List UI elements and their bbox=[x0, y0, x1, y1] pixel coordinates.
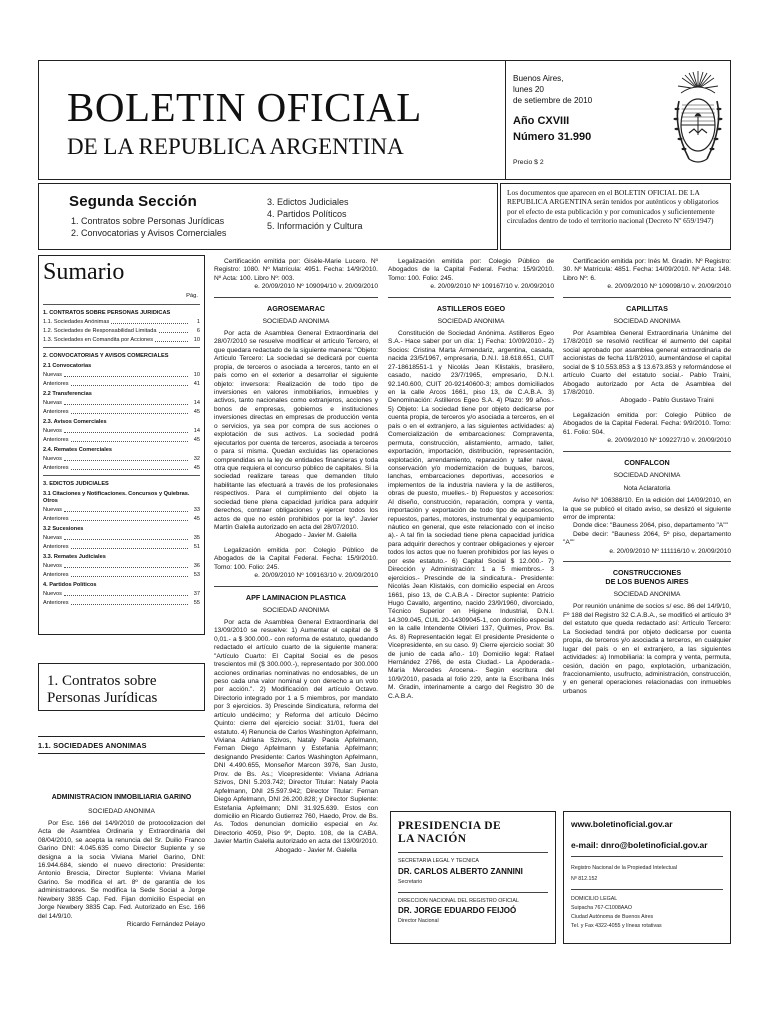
notice-body: Legalización emitida por: Colegio Público de Abogados de la Capital Federal. Fecha: 15/9/2010. Tomo: 100. Folio: 245. bbox=[388, 258, 554, 282]
issue-price: Precio $ 2 bbox=[513, 159, 544, 166]
toc-entry[interactable]: Nuevas 33 bbox=[43, 506, 200, 513]
newspaper-subtitle: DE LA REPUBLICA ARGENTINA bbox=[67, 134, 404, 159]
notice-subheading: SOCIEDAD ANONIMA bbox=[437, 317, 505, 325]
notice-subheading: SOCIEDAD ANONIMA bbox=[613, 317, 681, 325]
domicilio-address: Suipacha 767-C1008AAO bbox=[571, 904, 632, 911]
presidencia-title-line: LA NACIÓN bbox=[398, 833, 467, 846]
domicilio-label: DOMICILIO LEGAL bbox=[571, 896, 618, 902]
registro-label: Registro Nacional de la Propiedad Intelectual bbox=[571, 865, 678, 872]
divider bbox=[571, 889, 723, 890]
toc-entry[interactable]: 1.2. Sociedades de Responsabilidad Limitada 6 bbox=[43, 328, 200, 334]
section-item: 3. Edictos Judiciales bbox=[267, 197, 349, 207]
divider bbox=[571, 856, 723, 857]
notice-body: Por Asamblea General Extraordinaria Unánime del 17/8/2010 se resolvió rectificar el aumento del capital social aprobado por asamblea general extraordinaria de accionistas de fecha 11/8/2010, aumentándose el capital social de $ 10.553.853 a $ 13.673.853 y reformándose el artículo Cuarto del estatuto social.- Pablo Traini, Abogado autorizado por Acta de Asamblea del 17/8/2010. bbox=[563, 329, 731, 397]
toc-heading: 3. EDICTOS JUDICIALES bbox=[43, 480, 109, 487]
toc-entry[interactable]: Anteriores 41 bbox=[43, 380, 200, 387]
notice-heading: ASTILLEROS EGEO bbox=[436, 303, 506, 313]
notice-note-label: Nota Aclaratoria bbox=[623, 484, 671, 492]
notice-reference: e. 20/09/2010 Nº 111116/10 v. 20/09/2010 bbox=[609, 547, 731, 555]
notice-column bbox=[388, 258, 554, 701]
divider bbox=[43, 347, 200, 348]
issue-number: Número 31.990 bbox=[513, 131, 592, 143]
toc-entry[interactable]: Anteriores 51 bbox=[43, 543, 200, 550]
notice-reference: e. 20/09/2010 Nº 109098/10 v. 20/09/2010 bbox=[607, 283, 731, 291]
divider bbox=[563, 561, 731, 562]
toc-subheading: 4. Partidos Políticos bbox=[43, 581, 97, 588]
toc-subheading: 2.4. Remates Comerciales bbox=[43, 446, 113, 453]
notice-body: Legalización emitida por: Colegio Público de Abogados de la Capital Federal. Fecha: 9/9/2010. Tomo: 61. Folio: 504. bbox=[563, 411, 731, 436]
domicilio-city: Ciudad Autónoma de Buenos Aires bbox=[571, 913, 654, 920]
toc-entry[interactable]: Anteriores 45 bbox=[43, 436, 200, 443]
toc-entry[interactable]: Anteriores 45 bbox=[43, 408, 200, 415]
notice-reference: e. 20/09/2010 Nº 109094/10 v. 20/09/2010 bbox=[254, 283, 378, 291]
toc-title: Sumario bbox=[43, 259, 125, 285]
notice-body: Aviso Nº 106388/10. En la edición del 14/09/2010, en la que se publicó el citado aviso, se deslizó el siguiente error de imprenta: bbox=[563, 497, 731, 522]
table-of-contents bbox=[38, 255, 205, 635]
toc-entry[interactable]: Anteriores 45 bbox=[43, 464, 200, 471]
section-header-box bbox=[38, 663, 205, 711]
notice-column bbox=[563, 258, 731, 696]
notice-heading-line: DE LOS BUENOS AIRES bbox=[605, 577, 689, 587]
notice-signature: Abogado - Javier M. Galella bbox=[275, 532, 357, 540]
toc-entry[interactable]: 1.3. Sociedades en Comandita por Acciones 10 bbox=[43, 337, 200, 343]
toc-subheading: 2.3. Avisos Comerciales bbox=[43, 418, 107, 425]
notice-column bbox=[214, 258, 378, 855]
section-item: 5. Información y Cultura bbox=[267, 221, 363, 232]
toc-entry[interactable]: Nuevas 35 bbox=[43, 534, 200, 541]
notice-heading: CAPILLITAS bbox=[626, 303, 668, 313]
toc-heading: 1. CONTRATOS SOBRE PERSONAS JURIDICAS bbox=[43, 310, 171, 316]
email-link[interactable]: e-mail: dnro@boletinoficial.gov.ar bbox=[571, 839, 708, 850]
notice-heading: APF LAMINACION PLASTICA bbox=[245, 592, 347, 602]
notice-body: Donde dice: "Bauness 2064, piso, departamento "A"" bbox=[573, 522, 728, 530]
notice-body: Por Esc. 166 del 14/9/2010 de protocolizacion del Acta de Asamblea Ordinaria y Extraordinaria del 08/04/2010, se acepta la renuncia del Sr. Duilio Franco Garino DNI: 4.045.635 como Director Suplente y se designa a la socia Viviana Mariel Garino, DNI: 16.944.684, siendo el nuevo directorio: Presidente: Antonio Brescia, Director Suplente: Viviana Mariel Garino. Se modifica el art. 8º de garantía de los administradores. Se modifica la Sede Social a Jorge Newbery 3835 Cap. Fed. Fijan domicilio Especial en Jorge Newbery 3835 Cap. Fed. Autorizado en Esc. 166 del 14/9/10. bbox=[38, 819, 205, 920]
notice-body: Debe decir: "Bauness 2064, 5º piso, departamento "A"" bbox=[563, 530, 731, 547]
notice-subheading: SOCIEDAD ANONIMA bbox=[88, 807, 155, 815]
toc-entry[interactable]: Anteriores 55 bbox=[43, 599, 200, 606]
issue-year: Año CXVIII bbox=[513, 115, 570, 127]
section-header-line: 1. Contratos sobre bbox=[47, 673, 157, 689]
issue-date-text: de setiembre de 2010 bbox=[513, 96, 593, 106]
section-box bbox=[38, 183, 498, 250]
notice-body: Por acta de Asamblea General Extraordinaria del 13/09/2010 se resuelve: 1) Aumentar el capital de $ 0,01.- a $ 300.000.- con reforma de estatuto, quedando redactado el artículo cuarto de la siguiente manera: "Artículo Cuarto: El Capital Social es de pesos trescientos mil ($ 300.000.-), representado por 300.000 acciones ordinarias nominativas no endosables, de un peso cada una valor nominal y con derecho a un voto por acción.". 2) Modificación del artículo Octavo. Directorio integrado por 1 a 5 miembros, por mandato por 3 ejercicios. 3) Prescinde Sindicatura, reforma del artículo undécimo; y Reforma del artículo Décimo Quinto: cierre del ejercicio social: 31/01, fuera del estatuto. 4) Renuncia de Carlos Washington Apfelmann, Viviana Adriana Szivos, Nataly Paola Apfelmann, Fernan Diego Apfelmann y Estefania Apfelmann; designando Presidente: Carlos Washington Apfelmann, DNI 4.490.655, Monseñor Marcon 3976, San Justo, Prov. de Bs. As.; Vicepresidente: Viviana Adriana Szivos, DNI 5.203.742; Director Titular: Nataly Paola Apfelmann, DNI 25.597.942; Director Titular: Fernan Diego Apfelmann, DNI 26.200.828; y Director Suplente: Estefania Apfelmann; DNI 31.925.639. Estos con domicilio en Ricardo Gutierrez 760, Haedo, Prov. de Bs. As. Todos denuncian domicilio especial en Av. Directorio 4059, Piso 9º, Depto. 108, de la CABA. Javier Martín Galella autorizado en acta del 13/09/2010. bbox=[214, 618, 378, 846]
divider bbox=[43, 475, 200, 476]
newspaper-title: BOLETIN OFICIAL bbox=[67, 84, 422, 130]
section-items-right bbox=[267, 196, 363, 232]
website-link[interactable]: www.boletinoficial.gov.ar bbox=[571, 819, 673, 829]
divider bbox=[38, 753, 205, 754]
coat-of-arms-icon bbox=[667, 67, 729, 175]
divider bbox=[398, 852, 548, 853]
toc-entry[interactable]: Anteriores 53 bbox=[43, 571, 200, 578]
notice-body: Por reunión unánime de socios s/ esc. 86 del 14/9/10, Fº 188 del Registro 32 C.A.B.A., se modificó el artículo 3º del estatuto que queda redactado así: Artículo Tercero: La Sociedad tendrá por objeto dedicarse por cuenta propia, de terceros y/o asociada a terceros, en cualquier lugar del país o en el extranjero, a las siguientes actividades: a) Inmobiliaria: la compra y venta, permuta, cesión, dación en pago, explotación, urbanización, fraccionamiento, usufructo, administración, construcción, y en general operaciones relacionadas con inmuebles urbanos bbox=[563, 603, 731, 695]
notice-body: Certificación emitida por: Gisèle-Marie Lucero. Nº Registro: 1080. Nº Matrícula: 4951. Fecha: 14/9/2010. Nº Acta: 100. Libro Nº: 003. bbox=[214, 258, 378, 282]
divider bbox=[214, 586, 378, 587]
notice-reference: e. 20/09/2010 Nº 109163/10 v. 20/09/2010 bbox=[254, 572, 378, 580]
registro-number: Nº 812.152 bbox=[571, 876, 598, 883]
toc-entry[interactable]: Nuevos 36 bbox=[43, 562, 200, 569]
toc-subheading: 2.2 Transferencias bbox=[43, 390, 92, 397]
masthead-divider bbox=[505, 61, 506, 179]
notice-subheading: SOCIEDAD ANONIMA bbox=[613, 591, 681, 599]
director-role: Director Nacional bbox=[398, 918, 439, 925]
issue-date bbox=[513, 73, 592, 106]
section-item: 1. Contratos sobre Personas Jurídicas bbox=[71, 216, 225, 226]
divider bbox=[563, 297, 731, 298]
section-items-left bbox=[71, 215, 226, 239]
divider bbox=[398, 892, 548, 893]
presidencia-box bbox=[390, 811, 556, 944]
contact-box bbox=[563, 811, 731, 944]
secretario-role: Secretario bbox=[398, 879, 423, 886]
direccion-label: DIRECCION NACIONAL DEL REGISTRO OFICIAL bbox=[398, 897, 519, 904]
toc-entry[interactable]: Nuevos 32 bbox=[43, 455, 200, 462]
legal-notice-box bbox=[500, 183, 731, 250]
notice-body: Legalización emitida por: Colegio Público de Abogados de la Capital Federal. Fecha: 15/9/2010. Tomo: 100. Folio: 245. bbox=[214, 546, 378, 571]
presidencia-title-line: PRESIDENCIA DE bbox=[398, 820, 502, 832]
toc-subheading: 3.1 Citaciones y Notificaciones. Concursos y Quiebras. Otros bbox=[43, 490, 190, 504]
notice-subheading: SOCIEDAD ANONIMA bbox=[262, 317, 330, 325]
secretario-name: DR. CARLOS ALBERTO ZANNINI bbox=[398, 867, 523, 877]
notice-heading-line: CONSTRUCCIONES bbox=[612, 568, 682, 578]
toc-entry[interactable]: 1.1. Sociedades Anónimas 1 bbox=[43, 319, 200, 325]
toc-subheading: 3.3. Remates Judiciales bbox=[43, 553, 106, 560]
divider bbox=[563, 451, 731, 452]
notice-reference: e. 20/09/2010 Nº 109227/10 v. 20/09/2010 bbox=[607, 437, 731, 445]
toc-subheading: 2.1 Convocatorias bbox=[43, 362, 92, 369]
issue-city: Buenos Aires, bbox=[513, 74, 564, 83]
presidencia-title bbox=[398, 820, 548, 846]
notice-body: Certificación emitida por: Inés M. Gradin. Nº Registro: 30. Nº Matrícula: 4851. Fecha: 14/09/2010. Nº Acta: 148. Libro Nº: 6. bbox=[563, 258, 731, 282]
notice-signature: Abogado - Javier M. Galella bbox=[275, 846, 357, 854]
issue-day: lunes 20 bbox=[513, 85, 544, 95]
toc-entry[interactable]: Nuevas 10 bbox=[43, 371, 200, 378]
divider bbox=[214, 297, 378, 298]
masthead bbox=[38, 60, 731, 180]
notice-heading: AGROSEMARAC bbox=[267, 303, 325, 313]
notice-body: Por acta de Asamblea General Extraordinaria del 28/07/2010 se resuelve modificar el artículo Tercero, el que quedara redactado de la siguiente manera: "Objeto: Artículo Tercero: La sociedad se dedicará por cuenta propia, de terceros o asociada a terceros, tanto en el país como en el exterior a desarrollar el siguiente objeto: inversora: Realización de todo tipo de inversiones en valores inmobiliarios, inmuebles y activos, tanto nacionales como extranjeros, acciones y bonos de empresas, gobiernos e instituciones inversiones directas en empresas de producción venta o servicios, ya sea por compra de sus acciones o explotación de sus activos. La sociedad podrá ejecutarlos por cuenta de terceros, asociada a terceros o para sí misma. Quedan excluidas las operaciones comprendidas en la ley de entidades financieras y toda otra que requiera el concurso público de capitales. Si la sociedad realizare tareas que demanden título habilitante las efectuará a través de los profesionales respectivos. Para el cumplimiento del objeto la sociedad tiene plena capacidad jurídica para adquirir derechos, contraer obligaciones y ejercer todos los actos de que no estén prohibidos por la ley". Javier Martín Galella autorizado en acta del 28/07/2010. bbox=[214, 329, 379, 532]
notice-heading: ADMINISTRACION INMOBILIARIA GARINO bbox=[51, 794, 192, 801]
toc-heading: 2. CONVOCATORIAS Y AVISOS COMERCIALES bbox=[43, 352, 169, 359]
toc-entry[interactable]: Nuevos 14 bbox=[43, 427, 200, 434]
toc-subheading: 3.2 Sucesiones bbox=[43, 525, 84, 532]
notice-signature: Abogado - Pablo Gustavo Traini bbox=[620, 397, 714, 405]
notice-subheading: SOCIEDAD ANONIMA bbox=[262, 606, 330, 614]
section-header-line: Personas Jurídicas bbox=[47, 689, 158, 706]
notice-reference: e. 20/09/2010 Nº 109167/10 v. 20/09/2010 bbox=[430, 283, 554, 291]
director-name: DR. JORGE EDUARDO FEIJOÓ bbox=[398, 906, 517, 916]
divider bbox=[43, 304, 200, 305]
notice-column bbox=[38, 788, 205, 930]
legal-notice: Los documentos que aparecen en el BOLETIN OFICIAL DE LA REPUBLICA ARGENTINA serán tenidos por auténticos y obligatorios por el efecto de esta publicación y por comunicados y suficientemente circulados dentro de todo el territorio nacional (Decreto Nº 659/1947) bbox=[507, 188, 719, 225]
secretaria-label: SECRETARIA LEGAL Y TECNICA bbox=[398, 858, 479, 865]
section-item: 4. Partidos Políticos bbox=[267, 209, 347, 220]
notice-subheading: SOCIEDAD ANONIMA bbox=[613, 471, 681, 479]
domicilio-phone: Tel. y Fax 4322-4055 y líneas rotativas bbox=[571, 922, 662, 929]
subsection-title: 1.1. SOCIEDADES ANONIMAS bbox=[38, 741, 147, 750]
toc-page-label: Pág. bbox=[186, 293, 198, 299]
section-item: 2. Convocatorias y Avisos Comerciales bbox=[71, 228, 227, 239]
toc-entry[interactable]: Nuevas 14 bbox=[43, 399, 200, 406]
notice-heading bbox=[563, 568, 731, 586]
divider bbox=[388, 297, 554, 298]
toc-entry[interactable]: Nuevos 37 bbox=[43, 590, 200, 597]
divider bbox=[38, 736, 205, 737]
section-header-title bbox=[47, 673, 196, 706]
notice-signature: Ricardo Fernández Pelayo bbox=[126, 921, 205, 929]
notice-body: Constitución de Sociedad Anónima. Astilleros Egeo S.A.- Hace saber por un día: 1) Fecha: 10/09/2010.- 2) Socios: Cristina Marta Armendariz, argentina, casada, nacida 23/5/1967, empresaria, D.N.I. 18.618.651, CUIT 27-18618551-1 y Nicolás Jean Klistakis, brasilero, casado, nacido 23/7/1965, empresario, D.N.I. 92.140.600, CUIT 20-92140600-3; ambos domiciliados en la calle Arcos 1661, piso 13, de C.A.B.A. 3) Denominación: Astilleros Egeo S.A. 4) Plazo: 99 años.- 5) Objeto: La sociedad tiene por objeto dedicarse por cuenta propia, de terceros y/o asociada a terceros, en el país o en el extranjero, a las siguientes actividades: a) Comercialización de embarcaciones: Compraventa, permuta, construcción, alistamiento, armado, taller, exportación, importación, distribución, representación, explotación, arrendamiento, reparación y taller naval, conservación y/o modernización de buques, barcos, lanchas, embarcaciones deportivas, accesorios e implementos de la industria naviera y la de astilleros, obras de puesto, muelles.- b) Repuestos y accesorios: Al diseño, construcción, reparación, compra y venta, importación y exportación de todo tipo de accesorios, repuestos, partes, motores, instrumental y equipamiento náutico en general, que este relacionado con el inciso a).- A tal fin la sociedad tiene plena capacidad jurídica para adquirir derechos y contraer obligaciones y ejercer todos los actos que no fueren prohibidos por las leyes o por este estatuto.- 6) Capital Social $ 12.000.- 7) Dirección y Administración: 1 a 5 miembros.- 3 ejercicios.- Prescinde de la sindicatura.- Presidente: Nicolás Jean Klistakis, con domicilio especial en Arcos 1661, piso 13, de C.A.B.A - Director suplente: Patricio Hugo Cavallo, argentino, nacido 23/9/1960, divorciado, Técnico Superior en Higiene Industrial, D.N.I. 14.309.045, CUIL 20-14309045-1, con domicilio especial en la calle Intendente Olivieri 137, Quilmes, Prov. Bs. As. 8) Representación legal: El presidente Presidente o Vicepresidente, en su caso. 9) Cierre ejercicio social: 30 de junio de cada año.- 10) Domicilio legal: Rafael Hernández 2766, de esta Ciudad.- La Apoderada.- María Mercedes Arocena.- Según escritura del 10/9/2010, pasada al folio 229, ante la Escribana Inés M. Gradin, interinamente a cargo del Registro 30 de C.A.B.A. bbox=[388, 329, 554, 700]
toc-entry[interactable]: Anteriores 45 bbox=[43, 515, 200, 522]
section-title: Segunda Sección bbox=[69, 193, 198, 210]
notice-heading: CONFALCON bbox=[624, 457, 670, 467]
